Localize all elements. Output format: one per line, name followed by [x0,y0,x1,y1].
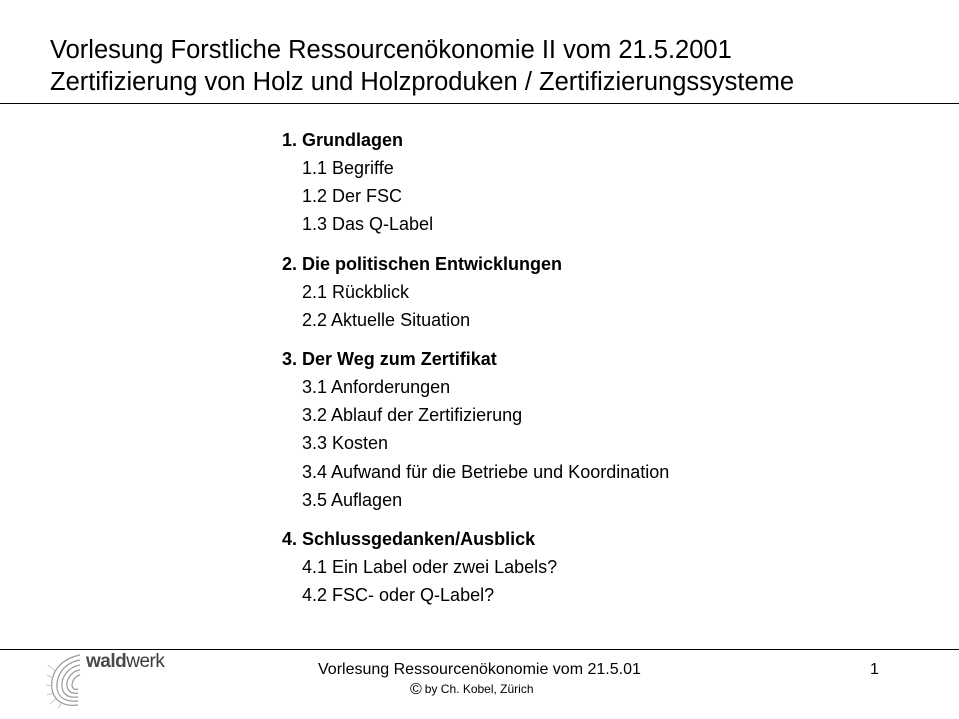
toc-item: 4.1 Ein Label oder zwei Labels? [302,557,558,578]
toc-item: 3.3 Kosten [302,433,389,454]
toc-item: 1.3 Das Q-Label [302,214,434,235]
table-of-contents [282,126,922,620]
copyright-line [410,681,534,699]
logo-wordmark-normal: werk [126,651,165,672]
toc-item: 3.5 Auflagen [302,489,403,510]
toc-item: 2.1 Rückblick [302,281,410,302]
toc-section [282,126,922,239]
title-line-1: Vorlesung Forstliche Ressourcenökonomie II vom 21.5.2001 [50,36,732,64]
tree-rings-logo-icon [46,651,90,709]
toc-item: 3.1 Anforderungen [302,377,451,398]
toc-section [282,525,922,609]
toc-item: 1.2 Der FSC [302,186,403,207]
toc-item: 3.2 Ablauf der Zertifizierung [302,405,523,426]
logo-wordmark [86,651,164,673]
toc-section [282,345,922,514]
toc-item: 4.2 FSC- oder Q-Label? [302,585,495,606]
slide-title [50,34,950,98]
waldwerk-logo [46,651,186,711]
footer-lecture-text: Vorlesung Ressourcenökonomie vom 21.5.01 [318,661,641,678]
toc-section [282,250,922,334]
toc-section-title: 3. Der Weg zum Zertifikat [282,349,497,370]
toc-item: 2.2 Aktuelle Situation [302,309,471,330]
logo-wordmark-bold: wald [86,651,127,672]
toc-section-title: 2. Die politischen Entwicklungen [282,253,563,274]
toc-section-title: 4. Schlussgedanken/Ausblick [282,529,536,550]
title-divider [0,103,959,104]
title-line-2: Zertifizierung von Holz und Holzproduken / Zertifizierungssysteme [50,68,795,96]
copyright-text: by Ch. Kobel, Zürich [424,682,534,696]
page-number: 1 [870,661,879,678]
toc-section-title: 1. Grundlagen [282,130,404,150]
toc-item: 1.1 Begriffe [302,158,394,178]
toc-item: 3.4 Aufwand für die Betriebe und Koordination [302,461,670,482]
copyright-icon: © [410,681,422,698]
footer-divider [0,649,959,650]
